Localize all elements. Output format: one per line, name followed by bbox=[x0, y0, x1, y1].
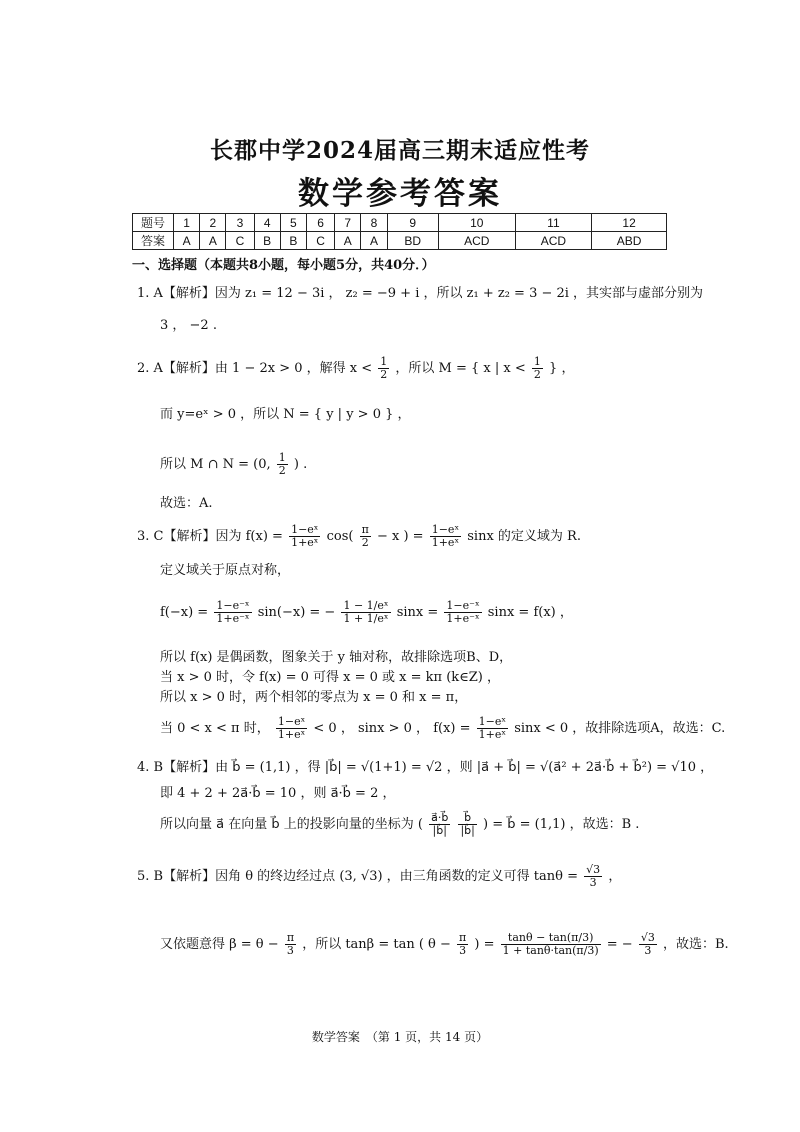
answer-cell: ACD bbox=[515, 232, 592, 250]
frac-numerator: 1 bbox=[380, 355, 388, 368]
question-number: 7 bbox=[335, 214, 361, 232]
frac-numerator: π bbox=[286, 931, 295, 944]
frac-numerator: 1−eˣ bbox=[291, 523, 319, 536]
row-label-answer: 答案 bbox=[133, 232, 174, 250]
q1-line-2: 3 ， −2 . bbox=[160, 318, 217, 333]
q3-text-b: cos( bbox=[326, 529, 354, 544]
frac-denominator: 1 + tanθ·tan(π/3) bbox=[502, 944, 599, 957]
frac-numerator: 1−e⁻ˣ bbox=[446, 599, 480, 612]
q2-line-4: 故选：A. bbox=[160, 496, 213, 511]
frac-denominator: |b⃗| bbox=[460, 824, 475, 837]
frac-denominator: 1+eˣ bbox=[277, 728, 306, 741]
frac-numerator: √3 bbox=[586, 863, 601, 876]
question-number: 12 bbox=[592, 214, 667, 232]
frac-denominator: 2 bbox=[380, 368, 388, 381]
q2-line-1 bbox=[137, 356, 574, 381]
frac-numerator: 1−eˣ bbox=[277, 715, 306, 728]
question-number: 10 bbox=[438, 214, 515, 232]
q2-line-3 bbox=[160, 452, 307, 477]
frac-numerator: 1−eˣ bbox=[478, 715, 507, 728]
q2-half-fraction bbox=[378, 356, 389, 381]
q3-text-sin: sin(−x) = − bbox=[257, 605, 336, 620]
frac-numerator: 1−eˣ bbox=[431, 523, 460, 536]
q3-fraction-1b bbox=[430, 524, 461, 549]
frac-numerator: π bbox=[361, 523, 369, 536]
q4-line-1: 4. B【解析】由 b⃗ = (1,1) ，得 |b⃗| = √(1+1) = √2 ，则 |a⃗ + b⃗| = √(a⃗² + 2a⃗·b⃗ + b⃗²) = √10 ， bbox=[137, 760, 714, 775]
q2-text-a: 2. A【解析】由 1 − 2x > 0 ，解得 x < bbox=[137, 361, 373, 376]
q3-fraction-5 bbox=[276, 716, 307, 741]
frac-numerator: 1 bbox=[278, 451, 286, 464]
q3-fraction-1 bbox=[289, 524, 320, 549]
frac-denominator: 3 bbox=[459, 944, 467, 957]
q2-interval-open: (0, bbox=[253, 457, 271, 472]
q5-pi-third bbox=[285, 932, 296, 957]
frac-denominator: 1 + 1/eˣ bbox=[343, 612, 389, 625]
row-label-number: 题号 bbox=[133, 214, 174, 232]
question-number: 11 bbox=[515, 214, 592, 232]
frac-denominator: 1+eˣ bbox=[431, 536, 460, 549]
answer-cell: ACD bbox=[438, 232, 515, 250]
q3-pi-half bbox=[360, 524, 371, 549]
answer-cell: ABD bbox=[592, 232, 667, 250]
question-number: 8 bbox=[361, 214, 387, 232]
q3-text-sinx: sinx = bbox=[396, 605, 439, 620]
frac-denominator: 1+eˣ bbox=[291, 536, 319, 549]
exam-title: 长郡中学2024届高三期末适应性考 bbox=[209, 137, 590, 164]
q3-line-2: 定义域关于原点对称， bbox=[160, 563, 291, 578]
q2-text-b: ，所以 M = { x | x < bbox=[395, 361, 526, 376]
frac-denominator: 3 bbox=[286, 944, 294, 957]
q4-line-2: 即 4 + 2 + 2a⃗·b⃗ = 10 ，则 a⃗·b⃗ = 2 ， bbox=[160, 786, 396, 801]
q3-text-fminusx: f(−x) = bbox=[160, 605, 209, 620]
q5-text-b: ， bbox=[608, 869, 622, 884]
page-footer: 数学答案 （第 1 页，共 14 页） bbox=[311, 1030, 489, 1044]
q5-line-1 bbox=[137, 864, 621, 889]
answer-cell: A bbox=[200, 232, 226, 250]
q3-line-4: 所以 f(x) 是偶函数，图象关于 y 轴对称，故排除选项B、D， bbox=[160, 650, 513, 665]
answer-table-answer-row bbox=[133, 232, 667, 250]
answer-cell: BD bbox=[387, 232, 438, 250]
frac-denominator: 3 bbox=[589, 876, 597, 889]
q2-text-intersection: 所以 M ∩ N = bbox=[160, 457, 250, 472]
q5-text-conclusion: ，故选：B. bbox=[663, 937, 729, 952]
q5-text-neg: = − bbox=[606, 937, 633, 952]
frac-denominator: 2 bbox=[278, 464, 286, 477]
frac-denominator: 1+eˣ bbox=[478, 728, 507, 741]
answer-cell: B bbox=[254, 232, 280, 250]
answer-cell: B bbox=[280, 232, 306, 250]
q5-text-eq: ) = bbox=[474, 937, 495, 952]
answer-table-number-row bbox=[133, 214, 667, 232]
answer-table bbox=[132, 213, 667, 250]
q2-line-2: 而 y=eˣ > 0 ，所以 N = { y | y > 0 } ， bbox=[160, 407, 411, 422]
q4-line-3 bbox=[160, 812, 639, 837]
frac-numerator: 1−e⁻ˣ bbox=[216, 599, 250, 612]
frac-denominator: |b⃗| bbox=[432, 824, 447, 837]
q2-half-fraction-2 bbox=[532, 356, 543, 381]
frac-denominator: 1+e⁻ˣ bbox=[446, 612, 480, 625]
answer-cell: C bbox=[226, 232, 254, 250]
answer-key-title: 数学参考答案 bbox=[298, 176, 502, 212]
q5-text-tanbeta: ，所以 tanβ = tan ( θ − bbox=[302, 937, 451, 952]
q3-line-5: 当 x > 0 时，令 f(x) = 0 可得 x = 0 或 x = kπ (k∈Z) ， bbox=[160, 670, 501, 685]
answer-cell: A bbox=[174, 232, 200, 250]
q3-fraction-2 bbox=[214, 600, 251, 625]
q3-text-range: 当 0 < x < π 时， bbox=[160, 721, 270, 736]
q3-line-7 bbox=[160, 716, 725, 741]
q5-text-beta: 又依题意得 β = θ − bbox=[160, 937, 279, 952]
q5-big-fraction bbox=[501, 932, 601, 957]
answer-cell: C bbox=[307, 232, 335, 250]
q1-line-1: 1. A【解析】因为 z₁ = 12 − 3i ， z₂ = −9 + i ，所以 z₁ + z₂ = 3 − 2i ，其实部与虚部分别为 bbox=[137, 286, 704, 301]
frac-denominator: 1+e⁻ˣ bbox=[216, 612, 250, 625]
q4-text-b: ) = b⃗ = (1,1) ，故选：B . bbox=[483, 817, 640, 832]
q4-fraction-1 bbox=[429, 812, 450, 837]
section-heading: 一、选择题（本题共8小题，每小题5分，共40分．） bbox=[132, 258, 435, 273]
q5-fraction-tan bbox=[584, 864, 602, 889]
frac-numerator: tanθ − tan(π/3) bbox=[501, 932, 601, 945]
q3-fraction-4 bbox=[444, 600, 481, 625]
question-number: 1 bbox=[174, 214, 200, 232]
frac-numerator: a⃗·b⃗ bbox=[431, 811, 449, 824]
q2-interval-close: ) . bbox=[293, 457, 308, 472]
q3-line-3 bbox=[160, 600, 573, 625]
q5-result-fraction bbox=[639, 932, 657, 957]
q2-text-c: } ， bbox=[549, 361, 575, 376]
q3-line-6: 所以 x > 0 时，两个相邻的零点为 x = 0 和 x = π， bbox=[160, 690, 468, 705]
q5-line-2 bbox=[160, 932, 729, 957]
q5-text-a: 5. B【解析】因角 θ 的终边经过点 (3, √3) ，由三角函数的定义可得 tanθ = bbox=[137, 869, 579, 884]
q3-text-conclusion: sinx < 0 ，故排除选项A，故选：C. bbox=[514, 721, 726, 736]
question-number: 6 bbox=[307, 214, 335, 232]
q3-line-1 bbox=[137, 524, 581, 549]
frac-numerator: π bbox=[459, 931, 467, 944]
question-number: 4 bbox=[254, 214, 280, 232]
frac-denominator: 3 bbox=[644, 944, 652, 957]
frac-numerator: b⃗ bbox=[458, 812, 476, 825]
q3-text-sign: < 0 ， sinx > 0 ， f(x) = bbox=[313, 721, 471, 736]
answer-cell: A bbox=[361, 232, 387, 250]
q3-fraction-6 bbox=[477, 716, 508, 741]
q5-pi-third-2 bbox=[457, 932, 468, 957]
q3-text-d: sinx 的定义域为 R. bbox=[467, 529, 581, 544]
q2-interval-fraction bbox=[277, 452, 288, 477]
answer-cell: A bbox=[335, 232, 361, 250]
question-number: 5 bbox=[280, 214, 306, 232]
question-number: 9 bbox=[387, 214, 438, 232]
frac-numerator: √3 bbox=[640, 931, 655, 944]
frac-numerator: 1 − 1/eˣ bbox=[343, 599, 389, 612]
q3-text-a: 3. C【解析】因为 f(x) = bbox=[137, 529, 283, 544]
question-number: 3 bbox=[226, 214, 254, 232]
q3-text-result: sinx = f(x) ， bbox=[487, 605, 573, 620]
q4-fraction-2 bbox=[458, 812, 476, 837]
frac-denominator: 2 bbox=[361, 536, 369, 549]
frac-numerator: 1 bbox=[533, 355, 541, 368]
frac-denominator: 2 bbox=[533, 368, 541, 381]
q3-text-c: − x ) = bbox=[376, 529, 424, 544]
q3-fraction-3 bbox=[341, 600, 390, 625]
q4-text-a: 所以向量 a⃗ 在向量 b⃗ 上的投影向量的坐标为 ( bbox=[160, 817, 423, 832]
question-number: 2 bbox=[200, 214, 226, 232]
